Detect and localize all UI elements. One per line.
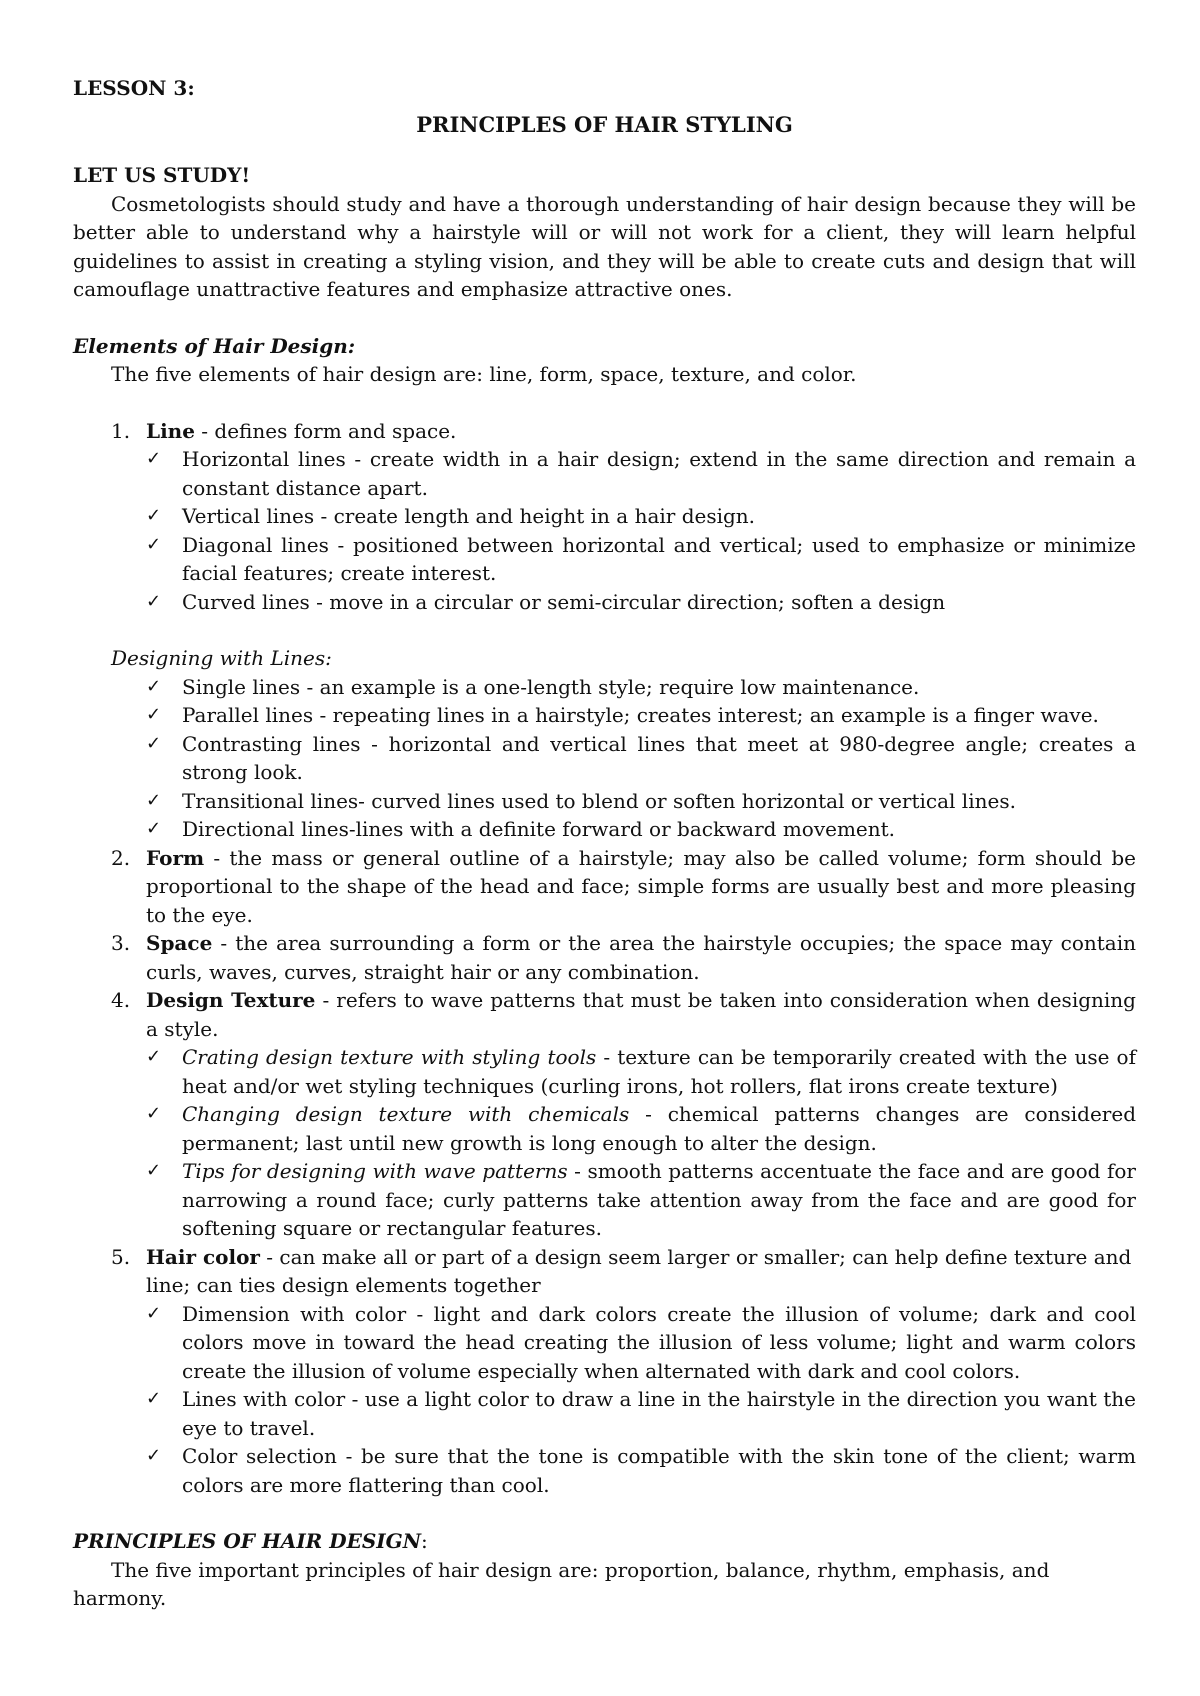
element-desc: - refers to wave patterns that must be taken into consideration when designing a style.: [146, 988, 1136, 1041]
spacer: [73, 389, 1136, 417]
principles-heading-colon: :: [421, 1529, 428, 1553]
elements-intro: The five elements of hair design are: line, form, space, texture, and color.: [111, 362, 857, 386]
lesson-label: LESSON 3:: [73, 76, 195, 100]
principles-intro: The five important principles of hair design are: proportion, balance, rhythm, emphasis, and harmony.: [73, 1557, 1050, 1610]
check-text: Horizontal lines - create width in a hair design; extend in the same direction and remain a constant distance apart.: [182, 447, 1136, 500]
check-item: [146, 588, 1136, 617]
check-icon: ✓: [146, 505, 162, 526]
check-lead: Changing design texture with chemicals: [182, 1102, 630, 1126]
element-desc: - the mass or general outline of a hairstyle; may also be called volume; form should be proportional to the shape of the head and face; simple forms are usually best and more pleasing to the eye.: [146, 845, 1136, 927]
check-lead: Crating design texture with styling tools: [182, 1045, 597, 1069]
element-desc: - the area surrounding a form or the area the hairstyle occupies; the space may contain curls, waves, curves, straight hair or any combination.: [146, 931, 1136, 984]
check-item: [146, 445, 1136, 502]
line-checklist: [146, 445, 1136, 616]
element-term: Space: [146, 931, 213, 955]
designing-lines-checklist: [146, 673, 1136, 844]
list-number: 4.: [111, 988, 131, 1012]
check-icon: ✓: [146, 1445, 162, 1466]
element-term: Design Texture: [146, 988, 316, 1012]
check-text: - smooth patterns accentuate the face and are good for narrowing a round face; curly patterns take attention away from the face and are good for softening square or rectangular features.: [182, 1159, 1136, 1240]
designing-lines-heading: Designing with Lines:: [111, 646, 332, 670]
element-space: [73, 929, 1136, 986]
check-icon: ✓: [146, 1160, 162, 1181]
list-number: 2.: [111, 845, 131, 870]
element-desc: - can make all or part of a design seem larger or smaller; can help define texture and line; can ties design elements together: [146, 1244, 1132, 1297]
check-icon: ✓: [146, 533, 162, 555]
element-term: Form: [146, 845, 205, 870]
check-text: Lines with color - use a light color to draw a line in the hairstyle in the direction you want the eye to travel.: [182, 1387, 1136, 1440]
element-texture: [73, 986, 1136, 1243]
check-icon: ✓: [146, 704, 162, 725]
check-text: Parallel lines - repeating lines in a hairstyle; creates interest; an example is a finger wave.: [182, 703, 1099, 727]
check-icon: ✓: [146, 1302, 162, 1324]
check-icon: ✓: [146, 1046, 162, 1067]
check-text: Dimension with color - light and dark colors create the illusion of volume; dark and cool colors move in toward the head creating the illusion of less volume; light and warm colors create the illusion of volume especially when alternated with dark and cool colors.: [182, 1301, 1136, 1383]
check-item: [146, 1300, 1136, 1386]
check-item: [146, 531, 1136, 588]
check-icon: ✓: [146, 732, 162, 754]
principles-heading: [73, 1527, 1136, 1556]
check-icon: ✓: [146, 1103, 162, 1124]
check-icon: ✓: [146, 675, 162, 697]
study-heading: LET US STUDY!: [73, 163, 251, 187]
list-number: 1.: [111, 418, 131, 443]
texture-checklist: [146, 1043, 1136, 1243]
check-item: [146, 1157, 1136, 1243]
page-title: PRINCIPLES OF HAIR STYLING: [416, 111, 793, 137]
element-term: Hair color: [146, 1244, 260, 1269]
study-paragraph: Cosmetologists should study and have a thorough understanding of hair design because they will be better able to understand why a hairstyle will or will not work for a client, they will learn helpful guidelines to assist in creating a styling vision, and they will be able to create cuts and design that will camouflage unattractive features and emphasize attractive ones.: [73, 191, 1136, 301]
check-icon: ✓: [146, 1388, 162, 1409]
check-icon: ✓: [146, 590, 162, 612]
check-item: [146, 1442, 1136, 1499]
check-text: Contrasting lines - horizontal and vertical lines that meet at 980-degree angle; creates a strong look.: [182, 731, 1136, 784]
check-icon: ✓: [146, 789, 162, 811]
element-form: [73, 844, 1136, 930]
check-text: - chemical patterns changes are considered permanent; last until new growth is long enough to alter the design.: [182, 1102, 1137, 1155]
elements-list: [73, 417, 1136, 617]
check-item: [146, 787, 1136, 816]
element-text: [146, 986, 1136, 1043]
element-term: Line: [146, 418, 195, 443]
check-icon: ✓: [146, 818, 162, 839]
list-number: 3.: [111, 931, 131, 955]
check-text: - texture can be temporarily created with the use of heat and/or wet styling techniques (curling irons, hot rollers, flat irons create texture): [182, 1045, 1136, 1098]
check-text: Transitional lines- curved lines used to blend or soften horizontal or vertical lines.: [182, 788, 1016, 813]
element-text: [146, 1243, 1136, 1300]
check-item: [146, 1385, 1136, 1442]
check-item: [146, 1043, 1136, 1100]
element-line: [73, 417, 1136, 617]
element-color: [73, 1243, 1136, 1500]
check-icon: ✓: [146, 448, 162, 469]
check-item: [146, 730, 1136, 787]
elements-heading: Elements of Hair Design:: [73, 333, 356, 358]
check-text: Single lines - an example is a one-length style; require low maintenance.: [182, 674, 920, 699]
check-item: [146, 1100, 1136, 1157]
check-text: Directional lines-lines with a definite forward or backward movement.: [182, 817, 896, 841]
check-lead: Tips for designing with wave patterns: [182, 1159, 568, 1183]
page-content: [73, 74, 1136, 1613]
check-item: [146, 815, 1136, 844]
check-item: [146, 701, 1136, 730]
check-text: Color selection - be sure that the tone is compatible with the skin tone of the client; warm colors are more flattering than cool.: [182, 1444, 1136, 1497]
check-text: Diagonal lines - positioned between horizontal and vertical; used to emphasize or minimize facial features; create interest.: [182, 532, 1136, 585]
color-checklist: [146, 1300, 1136, 1500]
check-item: [146, 673, 1136, 702]
element-desc: - defines form and space.: [194, 418, 457, 443]
check-text: Vertical lines - create length and height in a hair design.: [182, 504, 756, 528]
list-number: 5.: [111, 1244, 131, 1269]
check-text: Curved lines - move in a circular or semi-circular direction; soften a design: [182, 589, 946, 614]
principles-heading-text: PRINCIPLES OF HAIR DESIGN: [73, 1529, 422, 1553]
check-item: [146, 502, 1136, 531]
elements-list-continued: [73, 844, 1136, 1500]
